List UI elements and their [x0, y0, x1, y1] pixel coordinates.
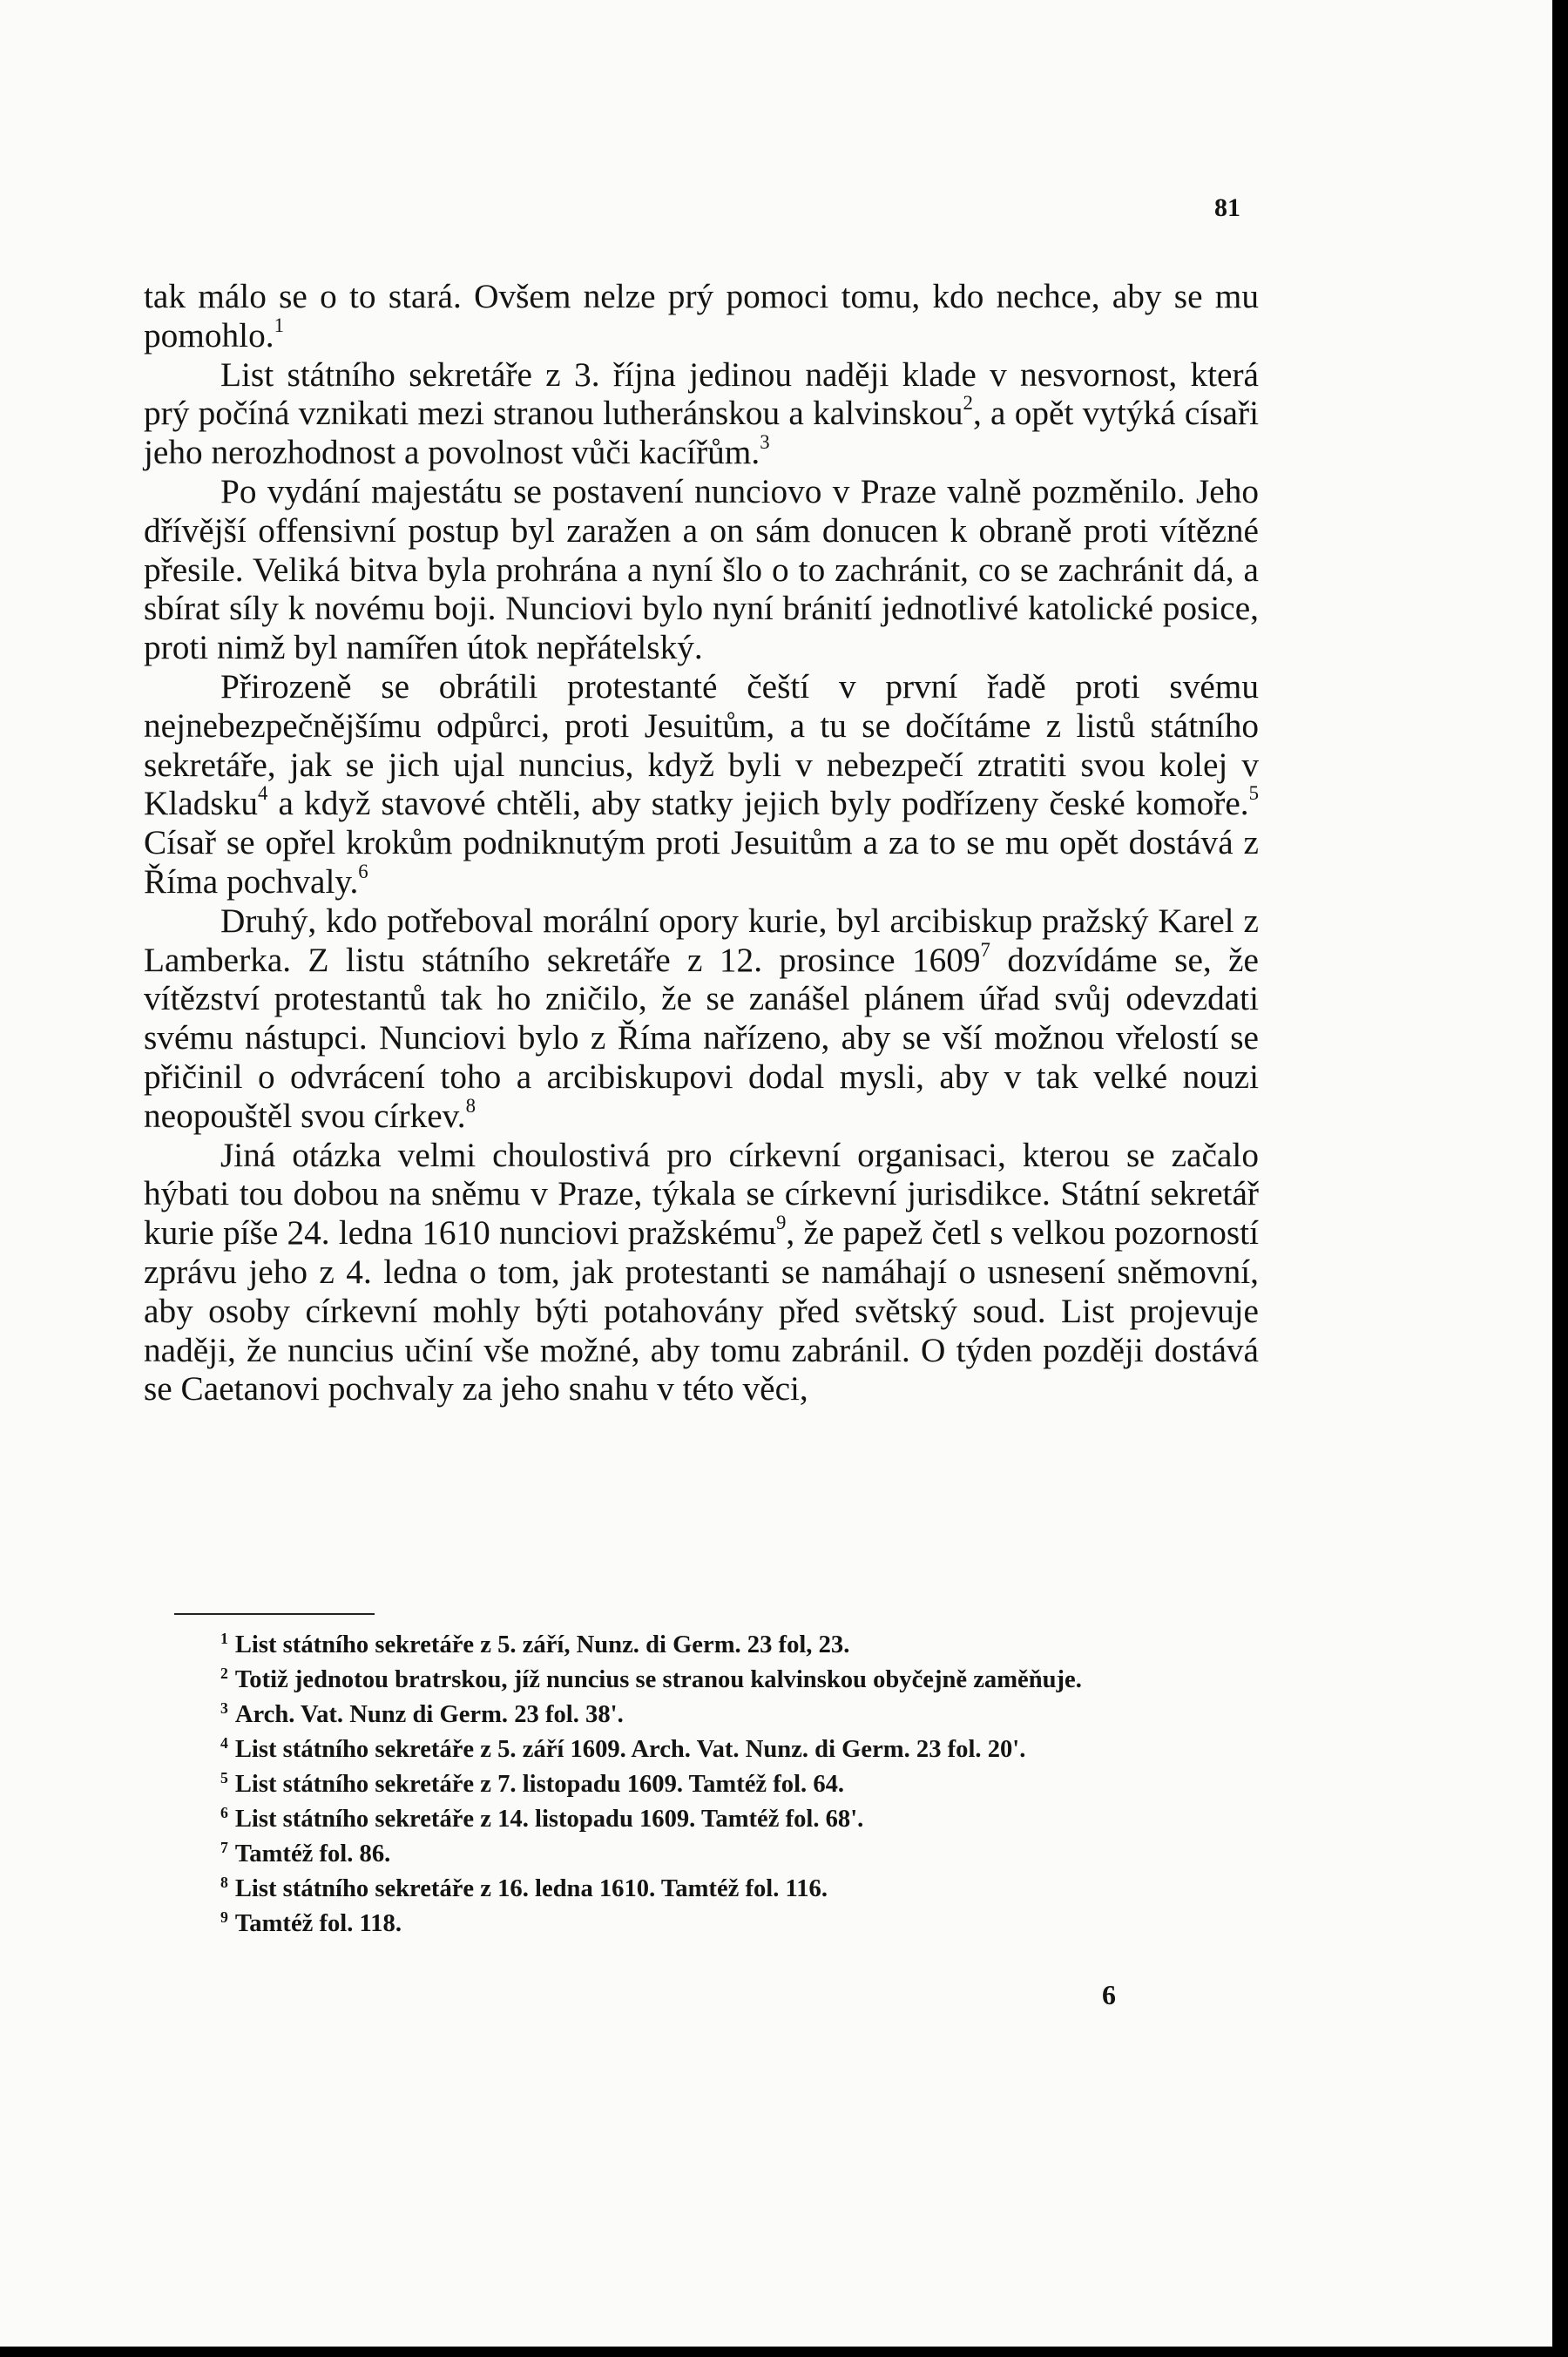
- footnote-number: 5: [220, 1768, 228, 1786]
- text-run: tak málo se o to stará. Ovšem nelze prý pomoci tomu, kdo nechce, aby se mu pomohlo.: [144, 277, 1259, 355]
- footnote-ref: 6: [358, 860, 368, 882]
- body-text: [144, 277, 1259, 1408]
- footnote-number: 7: [220, 1838, 228, 1856]
- paragraph: [144, 667, 1259, 902]
- text-run: , a opět vytýká císaři jeho nerozhodnost a povolnost vůči kacířům.: [144, 394, 1259, 472]
- footnote-number: 3: [220, 1699, 228, 1717]
- footnote-text: Tamtéž fol. 86.: [234, 1840, 391, 1867]
- text-run: List státního sekretáře z 3. října jedinou naději klade v nesvornost, která prý počíná vznikati mezi stranou lutheránskou a kalvinskou: [144, 355, 1259, 433]
- footnote: [144, 1799, 1260, 1834]
- footnote: [144, 1694, 1260, 1729]
- footnote-ref: 8: [465, 1094, 476, 1117]
- footnote-text: List státního sekretáře z 5. září, Nunz. di Germ. 23 fol, 23.: [234, 1631, 850, 1658]
- footnote-number: 4: [220, 1733, 228, 1752]
- footnote-text: Totiž jednotou bratrskou, jíž nuncius se stranou kalvinskou obyčejně zaměňuje.: [234, 1665, 1082, 1693]
- footnote: [144, 1729, 1260, 1764]
- text-run: Císař se opřel krokům podniknutým proti Jesuitům a za to se mu opět dostává z Říma pochvaly.: [144, 823, 1259, 901]
- footnote-text: Tamtéž fol. 118.: [234, 1909, 402, 1937]
- footnote-number: 8: [220, 1873, 228, 1891]
- footnote-number: 1: [220, 1630, 228, 1647]
- footnote: [144, 1659, 1260, 1694]
- footnote-ref: 4: [257, 782, 268, 805]
- footnote: [144, 1764, 1260, 1799]
- footnote-text: List státního sekretáře z 5. září 1609. Arch. Vat. Nunz. di Germ. 23 fol. 20'.: [234, 1735, 1026, 1763]
- text-run: Přirozeně se obrátili protestanté čeští v první řadě proti svému nejnebezpečnějšímu odpůrci, proti Jesuitům, a tu se dočítáme z listů státního sekretáře, jak se jich ujal nuncius, když byli v nebezpečí ztratiti svou kolej v Kladsku: [144, 666, 1259, 823]
- footnote: [144, 1868, 1260, 1903]
- text-run: dozvídáme se, že vítězství protestantů tak ho zničilo, že se zanášel plánem úřad svůj odevzdati svému nástupci. Nunciovi bylo z Říma nařízeno, aby se vší možnou vřelostí se přičinil o odvrácení toho a arcibiskupovi dodal mysli, aby v tak velké nouzi neopouštěl svou církev.: [144, 940, 1259, 1135]
- text-run: a když stavové chtěli, aby statky jejich byly podřízeny české komoře.: [267, 784, 1249, 823]
- footnote-text: List státního sekretáře z 16. ledna 1610. Tamtéž fol. 116.: [234, 1874, 828, 1902]
- footnote-ref: 3: [760, 431, 770, 454]
- footnote-number: 9: [220, 1908, 228, 1926]
- text-run: Po vydání majestátu se postavení nunciovo v Praze valně pozměnilo. Jeho dřívější offensivní postup byl zaražen a on sám donucen k obraně proti vítězné přesile. Veliká bitva byla prohrána a nyní šlo o to zachránit, co se zachránit dá, a sbírat síly k novému boji. Nunciovi bylo nyní bránití jednotlivé katolické posice, proti nimž byl namířen útok nepřátelský.: [144, 471, 1259, 667]
- paragraph: [144, 355, 1259, 472]
- footnotes: [144, 1624, 1260, 1938]
- footnote-number: 6: [220, 1803, 228, 1821]
- footnote: [144, 1834, 1260, 1868]
- footnote-ref: 2: [963, 392, 973, 415]
- text-run: Druhý, kdo potřeboval morální opory kurie, byl arcibiskup pražský Karel z Lamberka. Z listu státního sekretáře z 12. prosince 1609: [144, 901, 1259, 979]
- footnote-ref: 5: [1248, 782, 1259, 805]
- footnote: [144, 1903, 1260, 1938]
- footnote: [144, 1624, 1260, 1659]
- footnote-text: Arch. Vat. Nunz di Germ. 23 fol. 38'.: [234, 1700, 624, 1728]
- footnote-ref: 7: [980, 938, 990, 961]
- paragraph: [144, 902, 1259, 1136]
- signature-mark: 6: [1102, 1979, 1116, 2010]
- text-run: , že papež četl s velkou pozorností zprávu jeho z 4. ledna o tom, jak protestanti se namáhají o usnesení sněmovní, aby osoby církevní mohly býti potahovány před světský soud. List projevuje naději, že nuncius učiní vše možné, aby tomu zabránil. O týden později dostává se Caetanovi pochvaly za jeho snahu v této věci,: [144, 1213, 1259, 1408]
- footnote-separator: [174, 1613, 375, 1615]
- footnote-number: 2: [220, 1664, 228, 1682]
- page-number: 81: [1214, 193, 1240, 222]
- paragraph: [144, 277, 1259, 355]
- footnote-ref: 9: [776, 1212, 787, 1234]
- footnote-text: List státního sekretáře z 14. listopadu 1609. Tamtéž fol. 68'.: [234, 1805, 864, 1833]
- paragraph: [144, 1136, 1259, 1409]
- footnote-text: List státního sekretáře z 7. listopadu 1609. Tamtéž fol. 64.: [234, 1770, 845, 1798]
- footnote-ref: 1: [274, 314, 284, 336]
- text-run: Jiná otázka velmi choulostivá pro církevní organisaci, kterou se začalo hýbati tou dobou na sněmu v Praze, týkala se církevní jurisdikce. Státní sekretář kurie píše 24. ledna 1610 nunciovi pražskému: [144, 1135, 1259, 1253]
- paragraph: [144, 472, 1259, 667]
